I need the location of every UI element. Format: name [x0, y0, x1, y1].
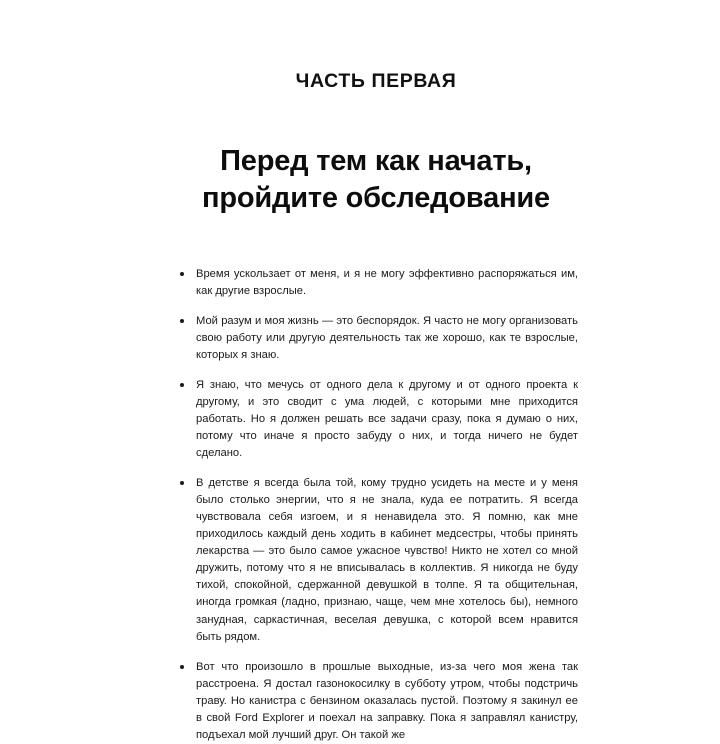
chapter-title — [174, 143, 578, 217]
bullet-dot-icon — [180, 481, 184, 485]
bullet-dot-icon — [180, 383, 184, 387]
bullet-dot-icon — [180, 319, 184, 323]
list-item-text: Мой разум и моя жизнь — это беспорядок. Я часто не могу организовать свою работу или другую деятельность так же хорошо, как те взрослые, которых я знаю. — [196, 315, 578, 362]
list-item-text: Время ускользает от меня, и я не могу эффективно распоряжаться им, как другие взрослые. — [196, 268, 578, 298]
bullet-dot-icon — [180, 272, 184, 276]
list-item — [174, 266, 578, 300]
chapter-title-line-1: Перед тем как начать, — [220, 145, 532, 177]
list-item — [174, 659, 578, 744]
list-item — [174, 377, 578, 462]
list-item-text: В детстве я всегда была той, кому трудно усидеть на месте и у меня было столько энергии, что я не знала, куда ее потратить. Я всегда чувствовала себя изгоем, и я ненавидела это. Я помню, как мне приходилось каждый день ходить в кабинет медсестры, чтобы принять лекарства — это было самое ужасное чувство! Никто не хотел со мной дружить, потому что я не вписывалась в коллектив. Я никогда не буду тихой, спокойной, сдержанной девушкой в толпе. Я та общительная, иногда громкая (ладно, признаю, чаще, чем мне хотелось бы), немного занудная, саркастичная, веселая девушка, с которой всем нравится быть рядом. — [196, 477, 578, 643]
list-item — [174, 475, 578, 645]
list-item — [174, 313, 578, 364]
page-content-column — [174, 0, 578, 741]
bullet-dot-icon — [180, 665, 184, 669]
list-item-text: Вот что произошло в прошлые выходные, из-за чего моя жена так расстроена. Я достал газонокосилку в субботу утром, чтобы подстричь траву. Но канистра с бензином оказалась пустой. Поэтому я закинул ее в свой Ford Explorer и поехал на заправку. Пока я заправлял канистру, подъехал мой лучший друг. Он такой же — [196, 660, 578, 741]
chapter-title-line-2: пройдите обследование — [202, 182, 550, 215]
part-label: ЧАСТЬ ПЕРВАЯ — [295, 70, 457, 92]
symptom-bullet-list — [174, 266, 578, 743]
list-item-text: Я знаю, что мечусь от одного дела к другому и от одного проекта к другому, и это сводит с ума людей, с которыми мне приходится работать. Но я должен решать все задачи сразу, пока я думаю о них, потому что иначе я просто забуду о них, и тогда ничего не будет сделано. — [196, 379, 578, 460]
